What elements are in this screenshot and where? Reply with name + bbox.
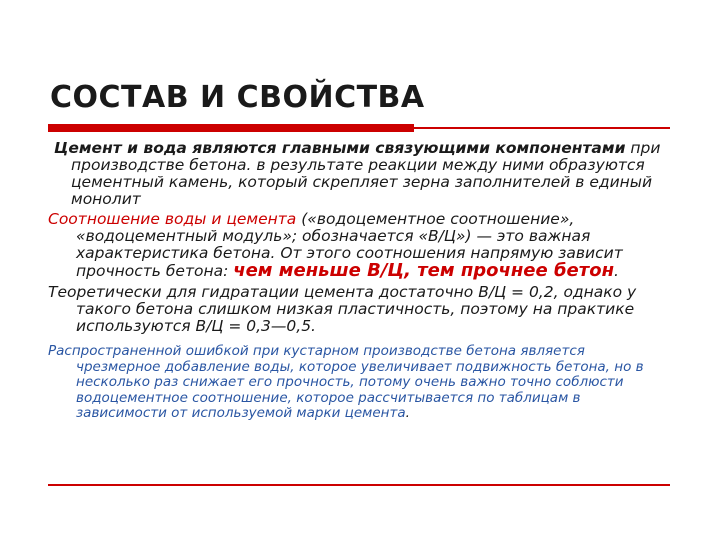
paragraph-hydration: Теоретически для гидратации цемента достаточно В/Ц = 0,2, однако у такого бетона слишком низкая пластичность, поэтому на практике используются В/Ц = 0,3—0,5. [48, 283, 637, 335]
paragraph-cement-water [48, 140, 672, 208]
bottom-divider-line [48, 484, 670, 486]
slide-title: СОСТАВ И СВОЙСТВА [50, 80, 425, 115]
paragraph-common-mistake [48, 344, 672, 422]
p2-body-text: («водоцементное соотношение», «водоцементный модуль»; обозначается «В/Ц») — это важная характеристика бетона. От этого соотношения напрямую зависит прочность бетона: [76, 210, 623, 280]
slide-content [48, 138, 672, 422]
p1-body-text: при производстве бетона. в результате реакции между ними образуются цементный камень, который скрепляет зерна заполнителей в единый монолит [71, 139, 661, 208]
p4-end: . [405, 405, 410, 421]
p2-red-emphasis: чем меньше В/Ц, тем прочнее бетон [233, 260, 615, 281]
p4-body-text: Распространенной ошибкой при кустарном производстве бетона является чрезмерное добавление воды, которое увеличивает подвижность бетона, но в несколько раз снижает его прочность, потому очень важно точно соблюсти водоцементное соотношение, которое рассчитывается по таблицам в зависимости от используемой марки цемента [48, 343, 644, 421]
p2-red-lead: Соотношение воды и цемента [48, 210, 297, 228]
p1-bold-lead: Цемент и вода являются главными связующими компонентами [54, 139, 626, 157]
title-underline-thin-line [414, 127, 670, 129]
p2-end: . [614, 262, 619, 280]
title-underline-red-bar [48, 124, 414, 132]
paragraph-water-cement-ratio [48, 211, 672, 280]
